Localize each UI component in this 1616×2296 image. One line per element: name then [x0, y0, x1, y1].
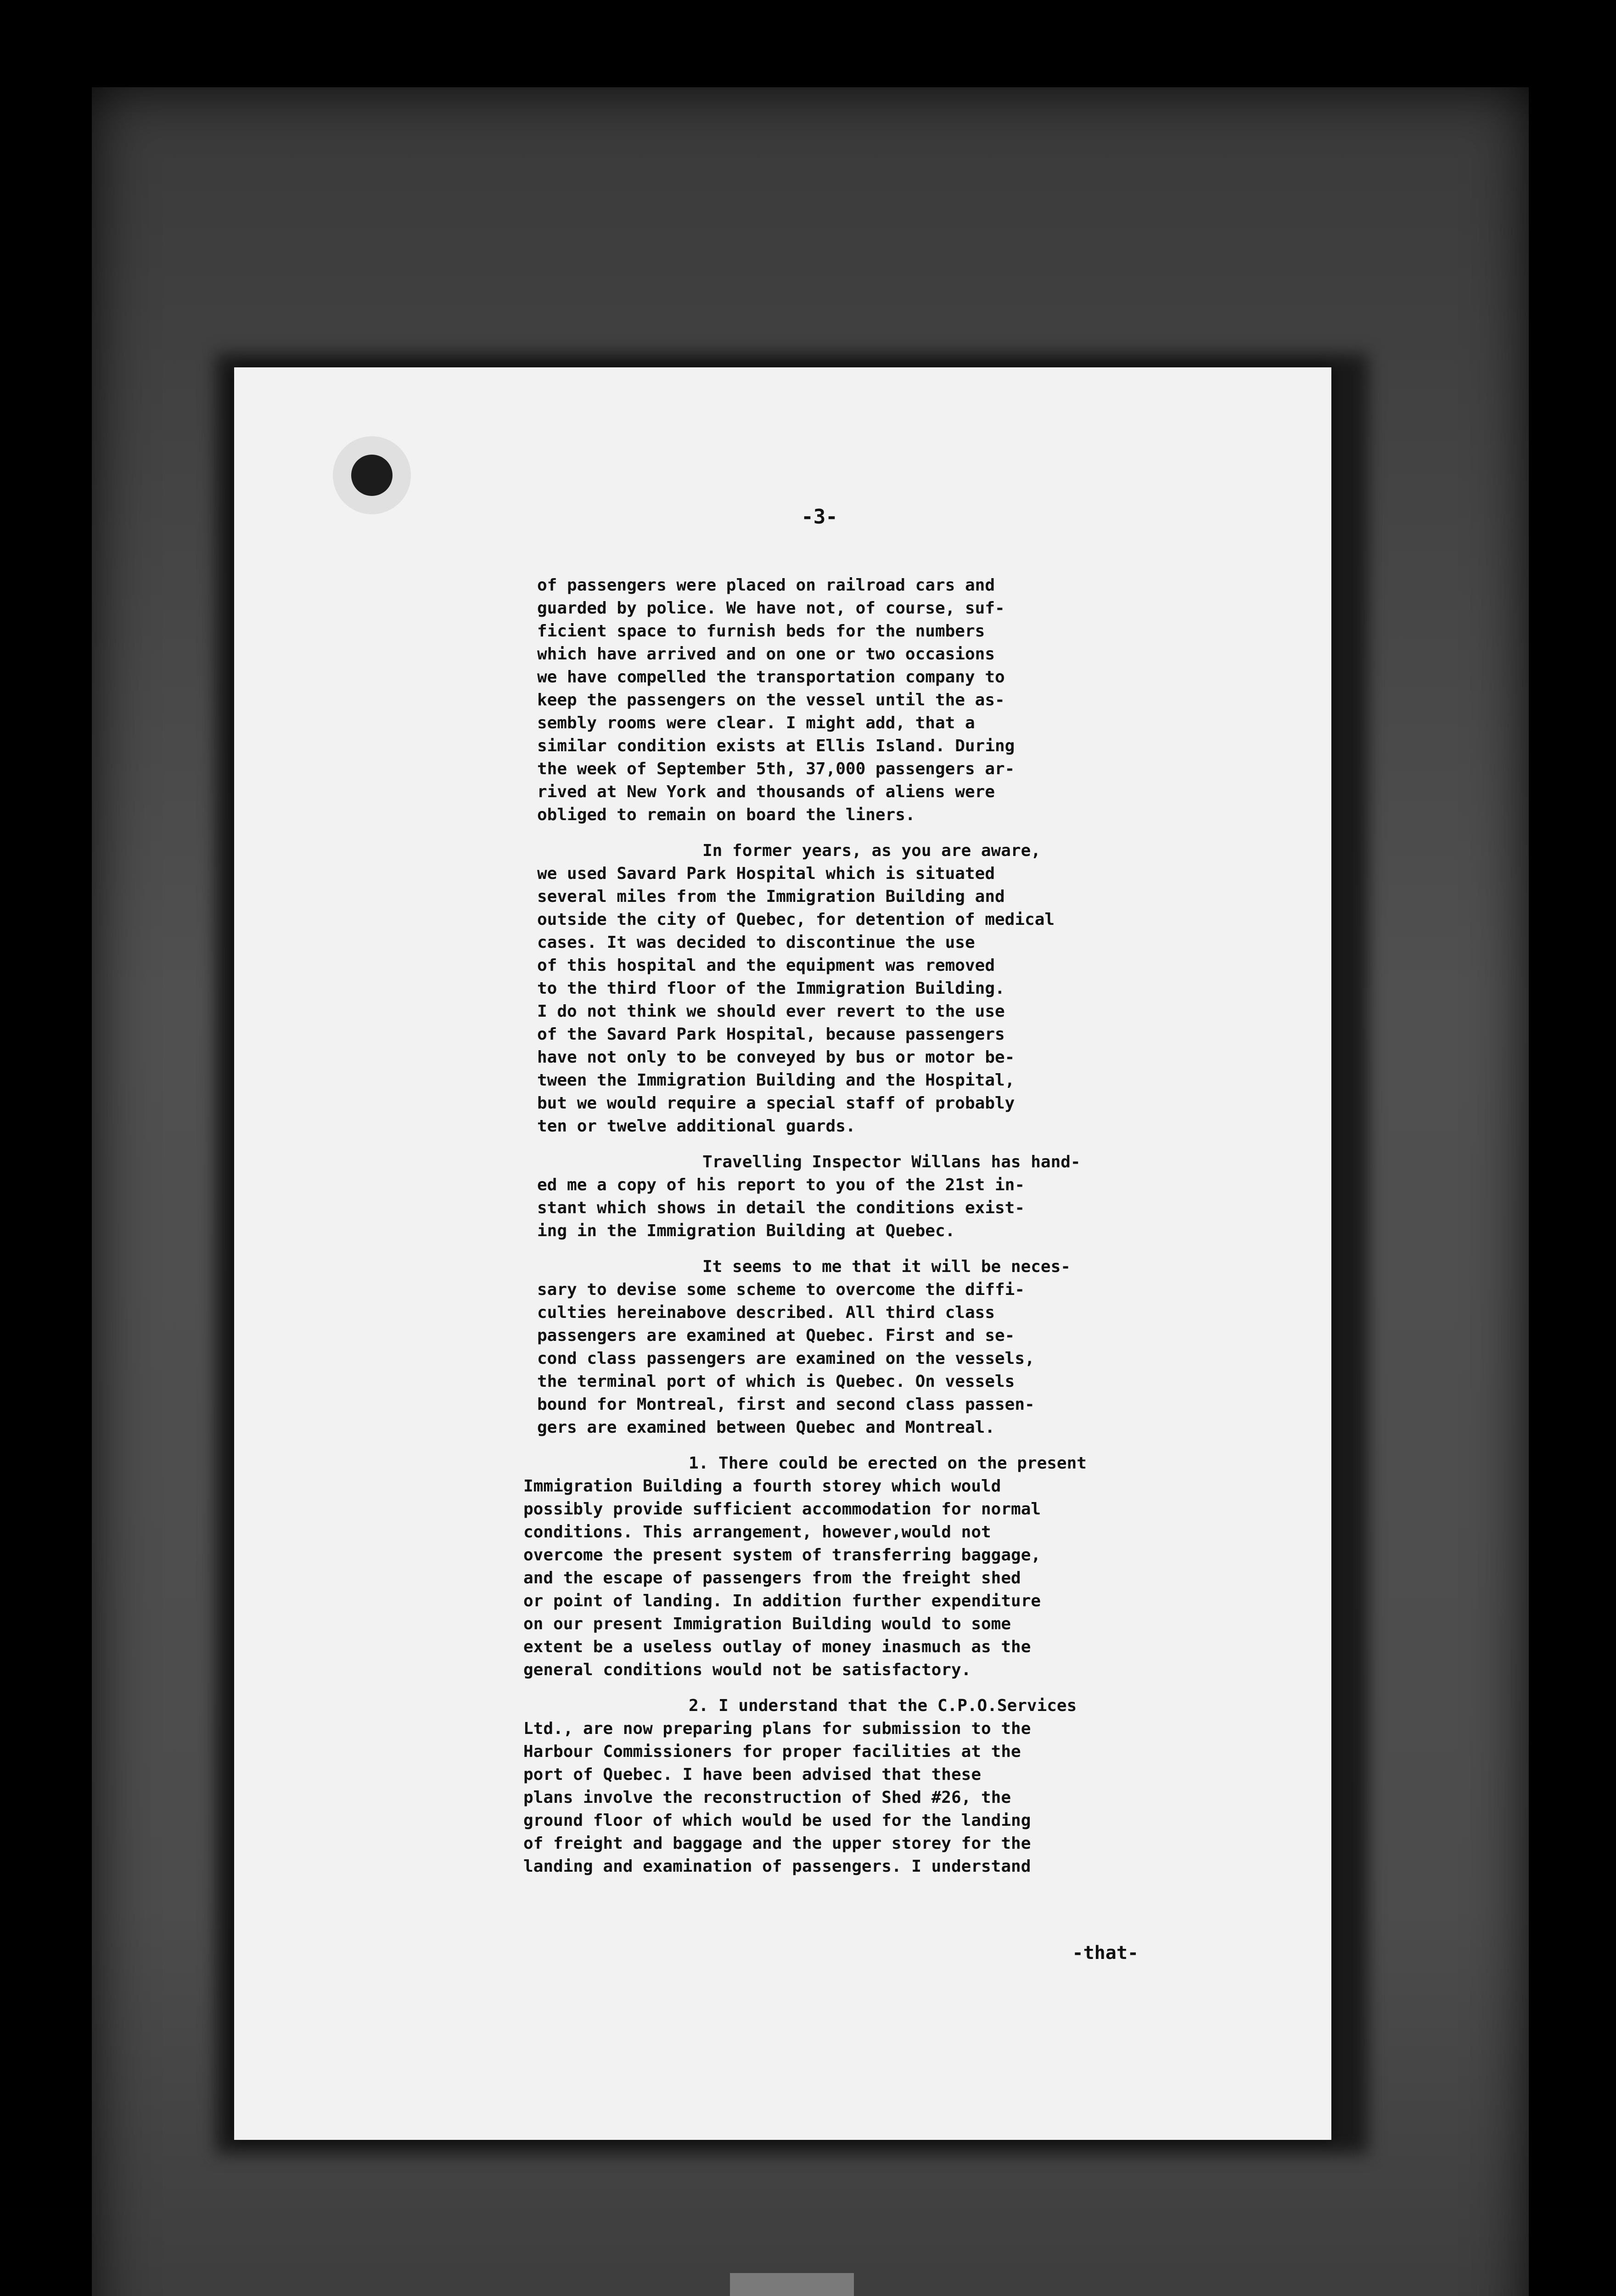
paragraph-3: Travelling Inspector Willans has hand- ed me a copy of his report to you of the 21st in- stant which shows in detail the conditions exist- ing in the Immigration Building at Quebec.: [537, 1153, 1081, 1240]
paragraph-6: 2. I understand that the C.P.O.Services Ltd., are now preparing plans for submission to the Harbour Commissioners for proper facilities at the port of Quebec. I have been advised that these plans involve the reconstruction of Shed #26, the ground floor of which would be used for the landing of freight and baggage and the upper storey for the landing and examination of passengers. I understand: [523, 1696, 1077, 1876]
catchword: -that-: [1072, 1942, 1139, 1964]
punch-hole: [351, 455, 393, 496]
film-clip: [730, 2273, 854, 2296]
document-page: [234, 367, 1331, 2140]
page-number: -3-: [801, 505, 838, 529]
paragraph-1: of passengers were placed on railroad cars and guarded by police. We have not, of course, suf- ficient space to furnish beds for the numbers which have arrived and on one or two occasions we have compelled the transportation company to keep the passengers on the vessel until the as- sembly rooms were clear. I might add, that a similar condition exists at Ellis Island. During the week of September 5th, 37,000 passengers ar- rived at New York and thousands of aliens were obliged to remain on board the liners.: [537, 576, 1015, 824]
paragraph-5: 1. There could be erected on the present Immigration Building a fourth storey which would possibly provide sufficient accommodation for normal conditions. This arrangement, however,would not overcome the present system of transferring baggage, and the escape of passengers from the freight shed or point of landing. In addition further expenditure on our present Immigration Building would to some extent be a useless outlay of money inasmuch as the general conditions would not be satisfactory.: [523, 1454, 1087, 1679]
letter-body: [523, 574, 1253, 1891]
paragraph-4: It seems to me that it will be neces- sary to devise some scheme to overcome the diffi- culties hereinabove described. All third class passengers are examined at Quebec. First and se- cond class passengers are examined on the vessels, the terminal port of which is Quebec. On vessels bound for Montreal, first and second class passen- gers are examined between Quebec and Montreal.: [537, 1257, 1071, 1437]
paragraph-2: In former years, as you are aware, we used Savard Park Hospital which is situated several miles from the Immigration Building and outside the city of Quebec, for detention of medical cases. It was decided to discontinue the use of this hospital and the equipment was removed to the third floor of the Immigration Building. I do not think we should ever revert to the use of the Savard Park Hospital, because passengers have not only to be conveyed by bus or motor be- tween the Immigration Building and the Hospital, but we would require a special staff of probably ten or twelve additional guards.: [537, 841, 1055, 1136]
